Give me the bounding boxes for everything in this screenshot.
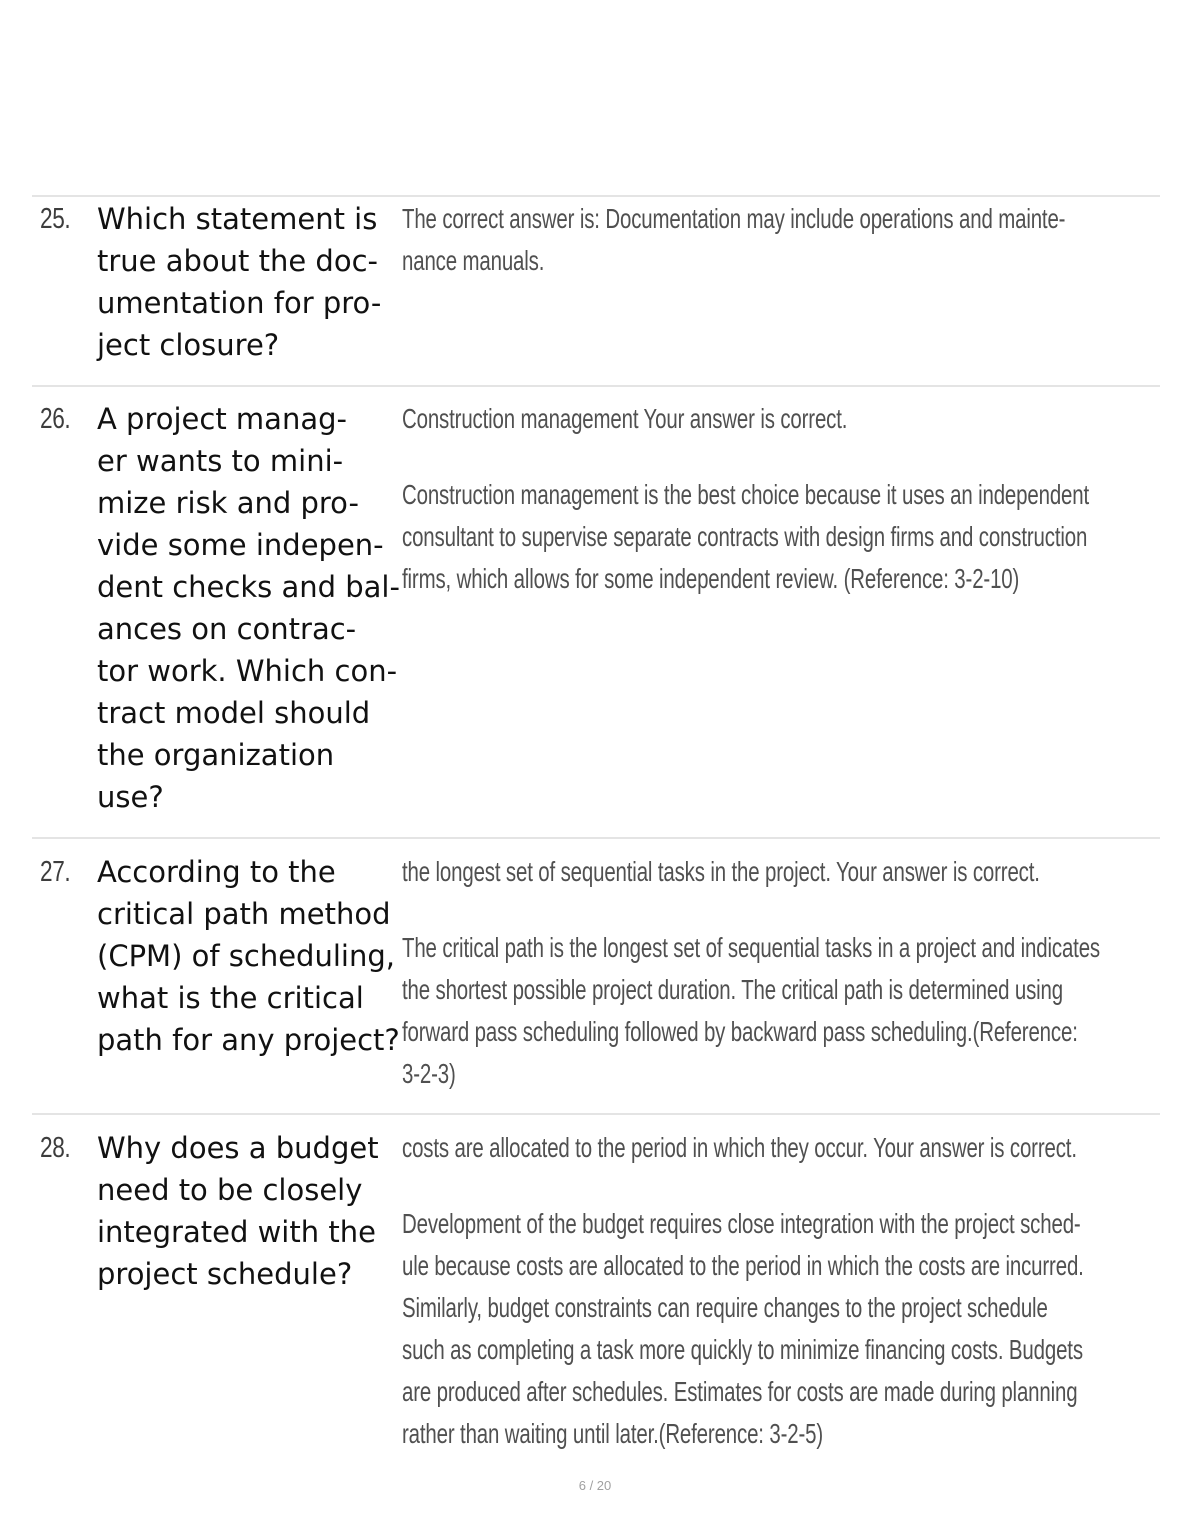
question-line: umentation for pro-	[97, 286, 382, 320]
divider	[32, 837, 1160, 839]
question-line: dent checks and bal-	[97, 570, 400, 604]
question-line: path for any project?	[97, 1023, 400, 1057]
answer-text	[402, 1127, 1142, 1455]
answer-line: firms, which allows for some independent review. (Reference: 3-2-10)	[402, 563, 1020, 594]
answer-line: are produced after schedules. Estimates for costs are made during planning	[402, 1376, 1078, 1407]
question-line: tor work. Which con-	[97, 654, 398, 688]
question-line: the organization	[97, 738, 335, 772]
question-line: ject closure?	[97, 328, 280, 362]
question-line: er wants to mini-	[97, 444, 344, 478]
answer-line: consultant to supervise separate contracts with design firms and construction	[402, 521, 1088, 552]
question-text	[97, 198, 397, 366]
divider	[32, 195, 1160, 197]
divider	[32, 385, 1160, 387]
question-number: 28.	[40, 1132, 71, 1164]
answer-line: nance manuals.	[402, 245, 545, 276]
answer-line: Construction management is the best choice because it uses an independent	[402, 479, 1090, 510]
answer-line: 3-2-3)	[402, 1058, 456, 1089]
question-line: critical path method	[97, 897, 391, 931]
question-number: 26.	[40, 403, 71, 435]
answer-line: the longest set of sequential tasks in the project. Your answer is correct.	[402, 856, 1040, 887]
question-line: true about the doc-	[97, 244, 378, 278]
answer-line: the shortest possible project duration. The critical path is determined using	[402, 974, 1064, 1005]
answer-line: Similarly, budget constraints can require changes to the project schedule	[402, 1292, 1048, 1323]
question-line: ances on contrac-	[97, 612, 357, 646]
answer-line: Development of the budget requires close integration with the project sched-	[402, 1208, 1081, 1239]
answer-line: costs are allocated to the period in which they occur. Your answer is correct.	[402, 1132, 1077, 1163]
answer-line: such as completing a task more quickly to minimize financing costs. Budgets	[402, 1334, 1083, 1365]
answer-text	[402, 398, 1142, 600]
question-line: A project manag-	[97, 402, 347, 436]
divider	[32, 1113, 1160, 1115]
question-line: what is the critical	[97, 981, 364, 1015]
answer-line: rather than waiting until later.(Reference: 3-2-5)	[402, 1418, 824, 1449]
answer-line: forward pass scheduling followed by backward pass scheduling.(Reference:	[402, 1016, 1078, 1047]
question-line: project schedule?	[97, 1257, 353, 1291]
question-line: use?	[97, 780, 164, 814]
answer-line: The critical path is the longest set of sequential tasks in a project and indicates	[402, 932, 1101, 963]
question-line: (CPM) of scheduling,	[97, 939, 395, 973]
answer-line: Construction management Your answer is correct.	[402, 403, 848, 434]
answer-text	[402, 198, 1142, 282]
answer-text	[402, 851, 1142, 1095]
page-number: 6 / 20	[578, 1478, 612, 1493]
answer-line: The correct answer is: Documentation may include operations and mainte-	[402, 203, 1066, 234]
question-line: mize risk and pro-	[97, 486, 359, 520]
question-line: tract model should	[97, 696, 371, 730]
question-line: integrated with the	[97, 1215, 376, 1249]
question-text	[97, 851, 400, 1061]
question-line: vide some indepen-	[97, 528, 384, 562]
question-number: 25.	[40, 203, 71, 235]
question-number: 27.	[40, 856, 71, 888]
question-text	[97, 398, 400, 818]
answer-line: ule because costs are allocated to the period in which the costs are incurred.	[402, 1250, 1084, 1281]
question-text	[97, 1127, 397, 1295]
question-line: Why does a budget	[97, 1131, 379, 1165]
question-line: Which statement is	[97, 202, 378, 236]
question-line: According to the	[97, 855, 336, 889]
question-line: need to be closely	[97, 1173, 363, 1207]
